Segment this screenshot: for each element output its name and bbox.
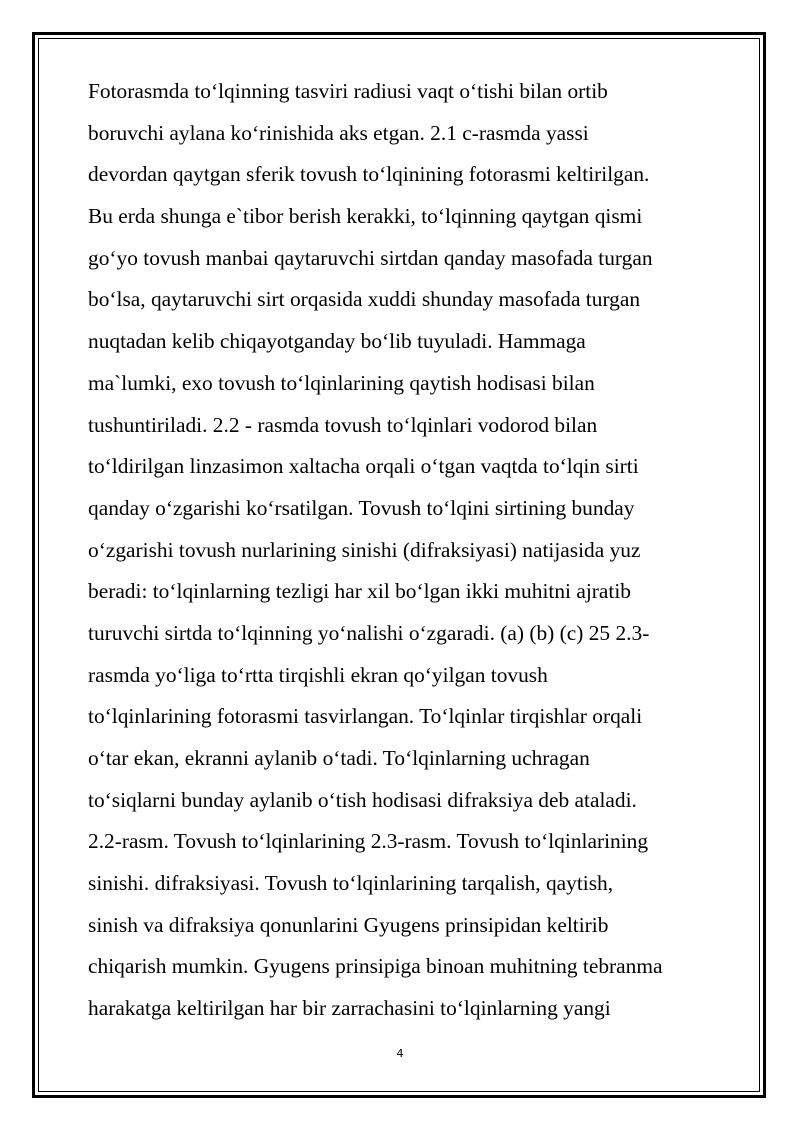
text-line: boruvchi aylana ko‘rinishida aks etgan. 2.1 c-rasmda yassi <box>88 120 589 145</box>
text-line: go‘yo tovush manbai qaytaruvchi sirtdan qanday masofada turgan <box>88 245 653 270</box>
text-line: rasmda yo‘liga to‘rtta tirqishli ekran qo‘yilgan tovush <box>88 662 548 687</box>
text-line: ma`lumki, exo tovush to‘lqinlarining qaytish hodisasi bilan <box>88 370 595 395</box>
text-line: bo‘lsa, qaytaruvchi sirt orqasida xuddi shunday masofada turgan <box>88 287 641 312</box>
text-line: chiqarish mumkin. Gyugens prinsipiga binoan muhitning tebranma <box>88 954 663 979</box>
text-line: to‘siqlarni bunday aylanib o‘tish hodisasi difraksiya deb ataladi. <box>88 787 637 812</box>
text-line: nuqtadan kelib chiqayotganday bo‘lib tuyuladi. Hammaga <box>88 329 586 354</box>
text-line: o‘tar ekan, ekranni aylanib o‘tadi. To‘lqinlarning uchragan <box>88 746 590 770</box>
page-number: 4 <box>396 1047 404 1060</box>
body-text <box>88 71 748 1030</box>
text-line: Bu erda shunga e`tibor berish kerakki, to‘lqinning qaytgan qismi <box>88 204 643 229</box>
text-line: turuvchi sirtda to‘lqinning yo‘nalishi o‘zgaradi. (a) (b) (c) 25 2.3- <box>88 620 650 645</box>
text-line: Fotorasmda to‘lqinning tasviri radiusi vaqt o‘tishi bilan ortib <box>88 79 608 103</box>
text-line: qanday o‘zgarishi ko‘rsatilgan. Tovush to‘lqini sirtining bunday <box>88 495 635 520</box>
text-line: to‘ldirilgan linzasimon xaltacha orqali o‘tgan vaqtda to‘lqin sirti <box>88 454 639 479</box>
text-line: sinish va difraksiya qonunlarini Gyugens prinsipidan keltirib <box>88 912 609 937</box>
text-line: sinishi. difraksiyasi. Tovush to‘lqinlarining tarqalish, qaytish, <box>88 871 614 896</box>
text-line: beradi: to‘lqinlarning tezligi har xil bo‘lgan ikki muhitni ajratib <box>88 579 631 604</box>
text-line: to‘lqinlarining fotorasmi tasvirlangan. To‘lqinlar tirqishlar orqali <box>88 704 643 729</box>
text-line: 2.2-rasm. Tovush to‘lqinlarining 2.3-rasm. Tovush to‘lqinlarining <box>88 829 649 854</box>
text-line: tushuntiriladi. 2.2 - rasmda tovush to‘lqinlari vodorod bilan <box>88 412 598 437</box>
text-line: harakatga keltirilgan har bir zarrachasini to‘lqinlarning yangi <box>88 996 611 1021</box>
text-line: devordan qaytgan sferik tovush to‘lqinining fotorasmi keltirilgan. <box>88 162 650 187</box>
text-line: o‘zgarishi tovush nurlarining sinishi (difraksiyasi) natijasida yuz <box>88 537 641 562</box>
